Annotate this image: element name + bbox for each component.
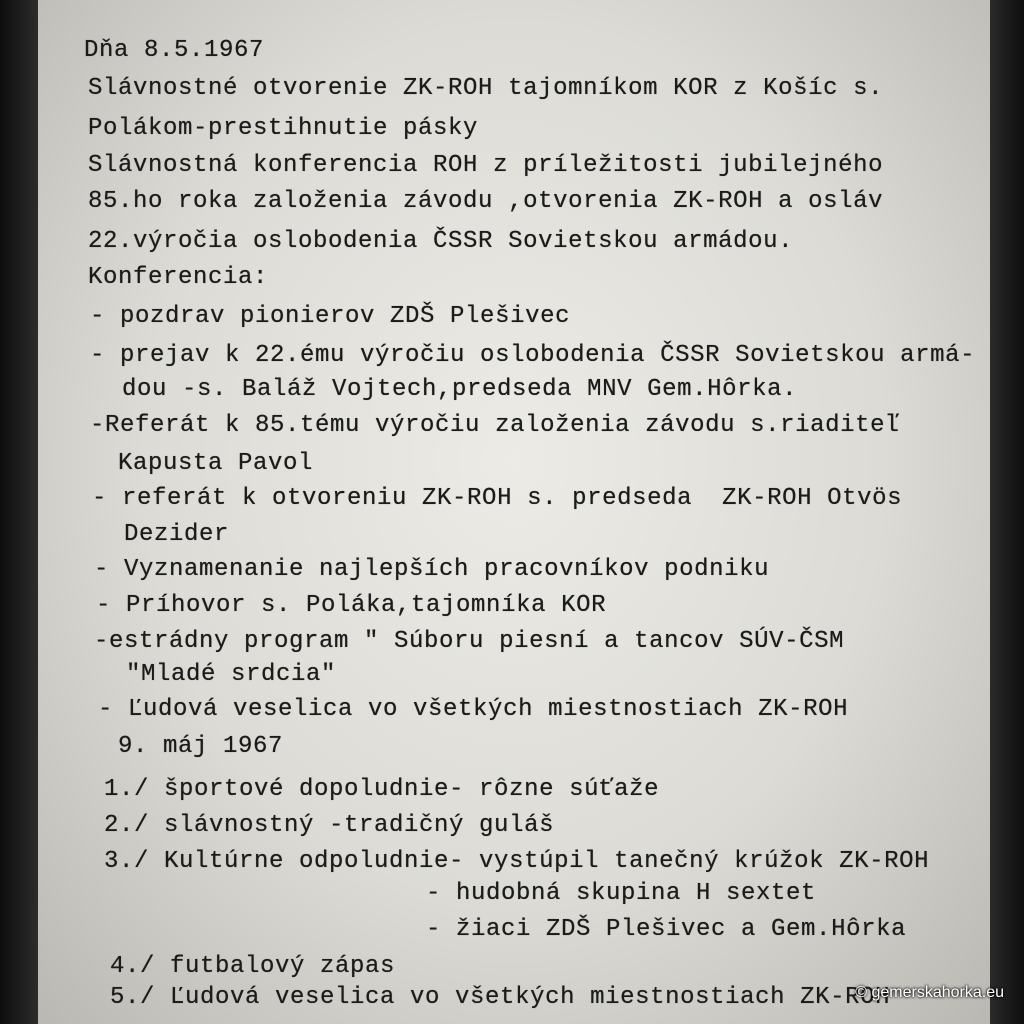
section-heading: Konferencia: — [88, 264, 269, 291]
list-item: - Ľudová veselica vo všetkých miestnostiach ZK-ROH — [98, 696, 849, 723]
list-item-continuation: Dezider — [124, 521, 230, 548]
list-item: -estrádny program " Súboru piesní a tancov SÚV-ČSM — [94, 628, 845, 655]
text-line: Slávnostná konferencia ROH z príležitosti jubilejného — [88, 152, 884, 179]
numbered-item-continuation: - hudobná skupina H sextet — [426, 880, 817, 907]
typewritten-page — [38, 0, 990, 1024]
photo-edge-left — [0, 0, 38, 1024]
list-item-continuation: "Mladé srdcia" — [126, 661, 337, 688]
list-item: - Vyznamenanie najlepších pracovníkov podniku — [94, 556, 770, 583]
list-item-continuation: dou -s. Baláž Vojtech,predseda MNV Gem.Hôrka. — [122, 376, 798, 403]
list-item: -Referát k 85.tému výročiu založenia závodu s.riaditeľ — [90, 412, 901, 439]
list-item: - pozdrav pionierov ZDŠ Plešivec — [90, 303, 571, 330]
text-line: Polákom-prestihnutie pásky — [88, 115, 479, 142]
photo-edge-right — [990, 0, 1024, 1024]
text-line: Slávnostné otvorenie ZK-ROH tajomníkom KOR z Košíc s. — [88, 75, 884, 102]
numbered-item: 5./ Ľudová veselica vo všetkých miestnostiach ZK-ROH — [110, 984, 891, 1011]
date-subheading: 9. máj 1967 — [118, 733, 284, 760]
numbered-item: 1./ športové dopoludnie- rôzne súťaže — [104, 776, 660, 803]
date-heading: Dňa 8.5.1967 — [84, 37, 265, 64]
list-item: - Príhovor s. Poláka,tajomníka KOR — [96, 592, 607, 619]
numbered-item: 2./ slávnostný -tradičný guláš — [104, 812, 555, 839]
text-line: 85.ho roka založenia závodu ,otvorenia ZK-ROH a osláv — [88, 188, 884, 215]
list-item: - referát k otvoreniu ZK-ROH s. predseda ZK-ROH Otvös — [92, 485, 903, 512]
list-item-continuation: Kapusta Pavol — [118, 450, 314, 477]
text-line: 22.výročia oslobodenia ČSSR Sovietskou armádou. — [88, 228, 794, 255]
numbered-item-continuation: - žiaci ZDŠ Plešivec a Gem.Hôrka — [426, 916, 907, 943]
copyright-watermark: © gemerskahorka.eu — [855, 984, 1004, 1001]
numbered-item: 3./ Kultúrne odpoludnie- vystúpil tanečný krúžok ZK-ROH — [104, 848, 930, 875]
list-item: - prejav k 22.ému výročiu oslobodenia ČSSR Sovietskou armá- — [90, 342, 976, 369]
numbered-item: 4./ futbalový zápas — [110, 953, 396, 980]
